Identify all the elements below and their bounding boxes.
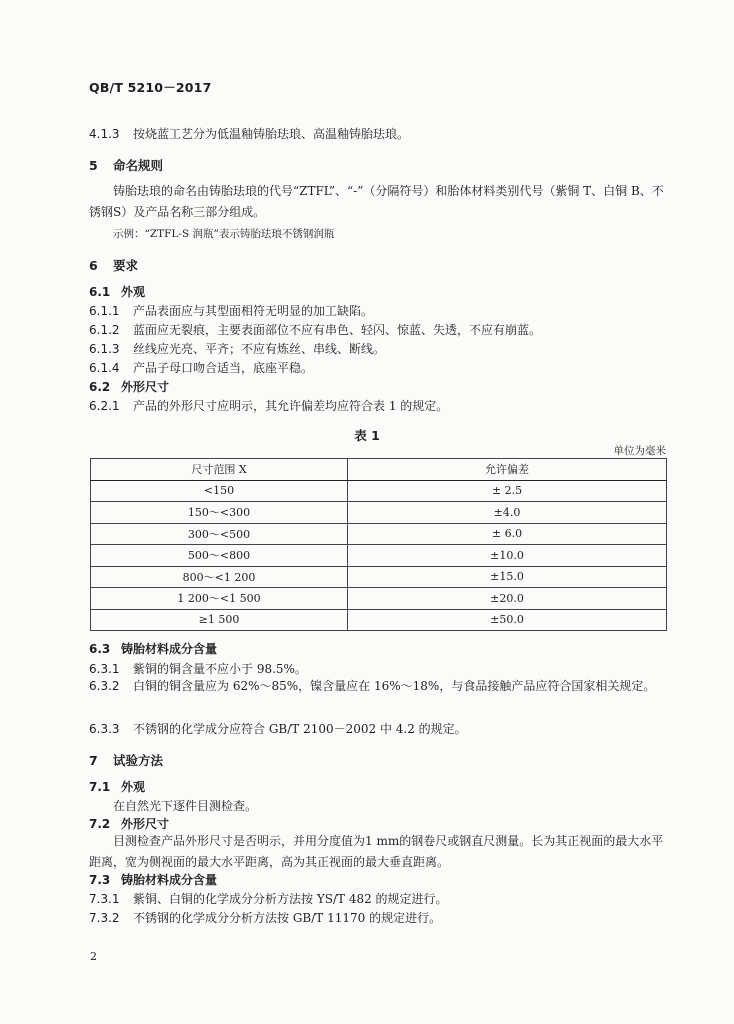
table-row bbox=[91, 609, 667, 631]
clause-text: 蓝面应无裂痕，主要表面部位不应有串色、轻闪、惊蓝、失透，不应有崩蓝。 bbox=[133, 323, 542, 337]
clause-number: 6.3.1 bbox=[89, 662, 120, 676]
clause-7-1-heading bbox=[89, 778, 145, 795]
clause-text: 白铜的铜含量应为 62%～85%，镍含量应在 16%～18%，与食品接触产品应符合国家相关规定。 bbox=[133, 679, 656, 693]
clause-number: 7.1 bbox=[89, 780, 111, 794]
clause-number: 6.3 bbox=[89, 642, 111, 656]
clause-number: 7.3.2 bbox=[89, 911, 120, 925]
clause-text: 不锈钢的化学成分分析方法按 GB/T 11170 的规定进行。 bbox=[133, 911, 442, 925]
range-cell: 1 200～<1 500 bbox=[91, 588, 348, 610]
clause-number: 6.1 bbox=[89, 285, 111, 299]
tolerance-cell: ±50.0 bbox=[348, 609, 667, 631]
clause-number: 7.3.1 bbox=[89, 892, 120, 906]
clause-text: 丝线应光亮、平齐；不应有炼丝、串线、断线。 bbox=[133, 342, 386, 356]
clause-number: 6.2.1 bbox=[89, 399, 120, 413]
clause-number: 6.1.4 bbox=[89, 361, 120, 375]
clause-6-3-1 bbox=[89, 660, 307, 677]
table-header-row bbox=[91, 459, 667, 481]
column-header-tolerance: 允许偏差 bbox=[348, 459, 667, 481]
page-number: 2 bbox=[90, 950, 97, 963]
clause-6-1-3 bbox=[89, 340, 385, 357]
clause-title: 铸胎材料成分含量 bbox=[121, 642, 218, 656]
range-cell: ≥1 500 bbox=[91, 609, 348, 631]
clause-number: 4.1.3 bbox=[89, 127, 120, 141]
tolerance-cell: ±10.0 bbox=[348, 545, 667, 567]
tolerance-cell: ± 2.5 bbox=[348, 480, 667, 502]
column-header-range: 尺寸范围 X bbox=[91, 459, 348, 481]
clause-6-1-1 bbox=[89, 302, 373, 319]
clause-title: 外形尺寸 bbox=[121, 380, 170, 394]
range-cell: 800～<1 200 bbox=[91, 566, 348, 588]
clause-number: 6.2 bbox=[89, 380, 111, 394]
table-unit-note: 单位为毫米 bbox=[613, 445, 666, 457]
clause-title: 外观 bbox=[121, 285, 146, 299]
clause-number: 6.3.2 bbox=[89, 679, 120, 693]
table-row bbox=[91, 480, 667, 502]
clause-number: 7.3 bbox=[89, 873, 111, 887]
table-row bbox=[91, 566, 667, 588]
clause-text: 产品表面应与其型面相符无明显的加工缺陷。 bbox=[133, 304, 374, 318]
clause-6-2-heading bbox=[89, 378, 169, 395]
section-5-example: 示例：“ZTFL-S 润瓶”表示铸胎珐琅不锈钢润瓶 bbox=[113, 228, 335, 240]
clause-6-1-4 bbox=[89, 359, 313, 376]
section-6-heading bbox=[89, 256, 138, 274]
tolerance-cell: ±20.0 bbox=[348, 588, 667, 610]
clause-7-2-heading bbox=[89, 815, 169, 832]
section-title: 试验方法 bbox=[113, 753, 164, 768]
table-1-title: 表 1 bbox=[354, 428, 380, 443]
standard-code: QB/T 5210－2017 bbox=[89, 80, 212, 95]
clause-title: 外观 bbox=[121, 780, 146, 794]
table-row bbox=[91, 502, 667, 524]
clause-title: 外形尺寸 bbox=[121, 817, 170, 831]
tolerance-cell: ±4.0 bbox=[348, 502, 667, 524]
clause-text: 产品子母口吻合适当，底座平稳。 bbox=[133, 361, 314, 375]
clause-7-2-text: 目测检查产品外形尺寸是否明示，并用分度值为1 mm的钢卷尺或钢直尺测量。长为其正视面的最大水平距离，宽为侧视面的最大水平距离，高为其正视面的最大垂直距离。 bbox=[89, 834, 664, 869]
tolerance-table bbox=[90, 458, 667, 631]
clause-6-3-heading bbox=[89, 640, 217, 657]
clause-text: 产品的外形尺寸应明示，其允许偏差均应符合表 1 的规定。 bbox=[133, 399, 449, 413]
section-7-heading bbox=[89, 751, 163, 769]
clause-text: 按烧蓝工艺分为低温釉铸胎珐琅、高温釉铸胎珐琅。 bbox=[133, 127, 410, 141]
clause-6-3-3 bbox=[89, 720, 467, 737]
section-title: 要求 bbox=[113, 258, 139, 273]
range-cell: 500～<800 bbox=[91, 545, 348, 567]
clause-text: 不锈钢的化学成分应符合 GB/T 2100－2002 中 4.2 的规定。 bbox=[133, 722, 467, 736]
section-title: 命名规则 bbox=[113, 158, 164, 173]
clause-4-1-3 bbox=[89, 125, 409, 142]
section-number: 6 bbox=[89, 258, 98, 273]
section-number: 5 bbox=[89, 158, 98, 173]
table-row bbox=[91, 523, 667, 545]
clause-number: 7.2 bbox=[89, 817, 111, 831]
clause-7-3-2 bbox=[89, 909, 441, 926]
table-row bbox=[91, 545, 667, 567]
section-number: 7 bbox=[89, 753, 98, 768]
tolerance-cell: ± 6.0 bbox=[348, 523, 667, 545]
clause-number: 6.1.1 bbox=[89, 304, 120, 318]
table-row bbox=[91, 588, 667, 610]
clause-number: 6.1.2 bbox=[89, 323, 120, 337]
clause-number: 6.3.3 bbox=[89, 722, 120, 736]
clause-6-2-1 bbox=[89, 397, 448, 414]
range-cell: 300～<500 bbox=[91, 523, 348, 545]
clause-6-3-2 bbox=[89, 676, 667, 697]
range-cell: 150～<300 bbox=[91, 502, 348, 524]
clause-text: 紫铜、白铜的化学成分分析方法按 YS/T 482 的规定进行。 bbox=[133, 892, 448, 906]
section-5-paragraph: 铸胎珐琅的命名由铸胎珐琅的代号“ZTFL”、“-”（分隔符号）和胎体材料类别代号（紫铜 T、白铜 B、不锈钢S）及产品名称三部分组成。 bbox=[89, 184, 664, 219]
clause-number: 6.1.3 bbox=[89, 342, 120, 356]
clause-7-3-heading bbox=[89, 871, 217, 888]
clause-text: 紫铜的铜含量不应小于 98.5%。 bbox=[133, 662, 307, 676]
range-cell: <150 bbox=[91, 480, 348, 502]
clause-6-1-2 bbox=[89, 321, 541, 338]
clause-title: 铸胎材料成分含量 bbox=[121, 873, 218, 887]
section-5-heading bbox=[89, 156, 163, 174]
clause-7-1-text: 在自然光下逐件目测检查。 bbox=[113, 799, 258, 813]
clause-6-1-heading bbox=[89, 283, 145, 300]
tolerance-cell: ±15.0 bbox=[348, 566, 667, 588]
clause-7-3-1 bbox=[89, 890, 448, 907]
